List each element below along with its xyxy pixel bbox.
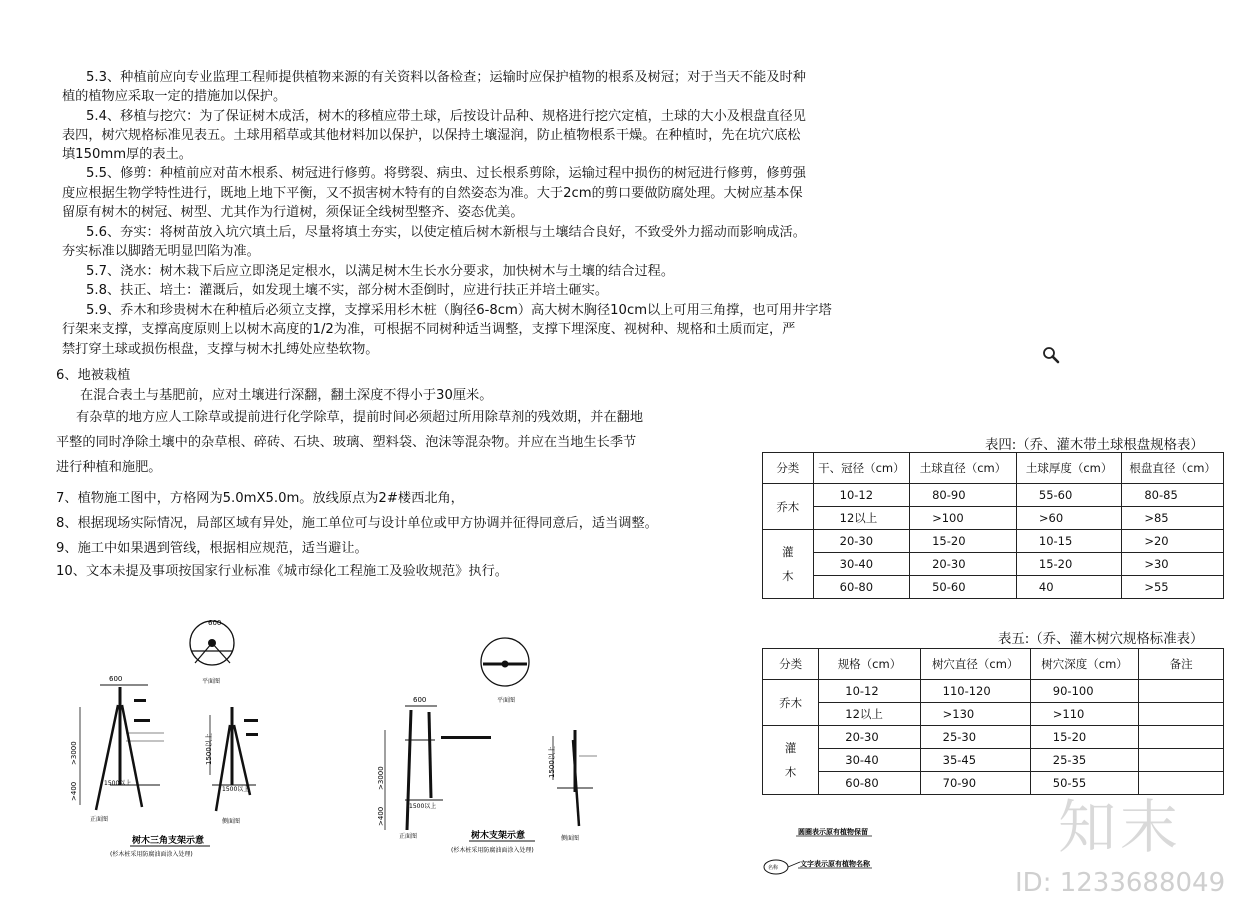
frame-drawing-subtitle: (杉木桩采用防腐油面涂入处理) — [451, 847, 534, 854]
tripod-plan-dim: 600 — [208, 619, 222, 627]
tripod-drawing-title: 树木三角支架示意 — [132, 836, 205, 846]
table-header-row — [763, 453, 1224, 484]
spec-line: 表四，树穴规格标准见表五。土球用稻草或其他材料加以保护，以保持土壤湿润，防止植物根系干燥。在种植时，先在坑穴底松 — [62, 128, 801, 143]
table-header-cell: 根盘直径（cm） — [1122, 453, 1224, 484]
table-cell: 25-30 — [920, 726, 1030, 749]
table-cell: 70-90 — [920, 772, 1030, 795]
watermark-id: ID: 1233688049 — [1015, 868, 1226, 898]
spec-line: 5.5、修剪：种植前应对苗木根系、树冠进行修剪。将劈裂、病虫、过长根系剪除，运输过程中损伤的树冠进行修剪，修剪强 — [86, 166, 806, 181]
table-cell — [1139, 703, 1224, 726]
tripod-plan-view — [190, 619, 234, 685]
table-cell — [1139, 680, 1224, 703]
table-header-row — [763, 649, 1224, 680]
table-cell: >110 — [1030, 703, 1138, 726]
tripod-front-dim-top: 600 — [109, 675, 123, 683]
spec-line: 9、施工中如果遇到管线，根据相应规范，适当避让。 — [56, 541, 368, 556]
table-cell: >85 — [1122, 507, 1224, 530]
legend-line1: 圆圈表示原有植物保留 — [798, 828, 868, 836]
table-cell: 15-20 — [1030, 726, 1138, 749]
tripod-front-dim-height: >3000 — [70, 741, 78, 765]
spec-line: 5.3、种植前应向专业监理工程师提供植物来源的有关资料以备检查；运输时应保护植物的根系及树冠；对于当天不能及时种 — [86, 70, 806, 85]
spec-line: 8、根据现场实际情况，局部区域有异处，施工单位可与设计单位或甲方协调并征得同意后，适当调整。 — [56, 516, 658, 531]
spec-line: 6、地被栽植 — [56, 368, 131, 383]
table-row — [763, 680, 1224, 703]
tripod-front-label: 正面图 — [90, 816, 109, 823]
table-group-label: 灌 木 — [763, 530, 814, 599]
table-row — [763, 530, 1224, 553]
table-cell: >130 — [920, 703, 1030, 726]
table-cell: >100 — [910, 507, 1017, 530]
frame-front-dim-height: >3000 — [377, 766, 385, 790]
spec-line: 夯实标准以脚踏无明显凹陷为准。 — [62, 244, 260, 259]
table-cell: 50-60 — [910, 576, 1017, 599]
spec-line: 植的植物应采取一定的措施加以保护。 — [62, 89, 287, 104]
table-cell: >30 — [1122, 553, 1224, 576]
spec-line: 度应根据生物学特性进行，既地上地下平衡，又不损害树木特有的自然姿态为准。大于2cm的剪口要做防腐处理。大树应基本保 — [62, 186, 803, 201]
spec-line: 5.6、夯实：将树苗放入坑穴填土后，尽量将填土夯实，以使定植后树木新根与土壤结合良好，不致受外力摇动而影响成活。 — [86, 225, 806, 240]
table-header-cell: 树穴深度（cm） — [1030, 649, 1138, 680]
table-cell: 60-80 — [819, 772, 920, 795]
tripod-side-view — [210, 707, 258, 811]
table-header-cell: 规格（cm） — [819, 649, 920, 680]
spec-line: 禁打穿土球或损伤根盘，支撑与树木扎缚处应垫软物。 — [62, 342, 379, 357]
spec-line: 10、文本未提及事项按国家行业标准《城市绿化工程施工及验收规范》执行。 — [56, 564, 508, 579]
tripod-front-dim-depth: >400 — [70, 781, 78, 801]
tripod-front-dim-base: 1500以上 — [104, 780, 132, 787]
table-row — [763, 703, 1224, 726]
legend-circle-label: 名称 — [768, 865, 779, 871]
table-cell: 80-85 — [1122, 484, 1224, 507]
table-header-cell: 树穴直径（cm） — [920, 649, 1030, 680]
frame-side-dim: 1500以上 — [548, 746, 556, 778]
frame-front-dim-depth: >400 — [377, 806, 385, 826]
spec-line: 5.9、乔木和珍贵树木在种植后必须立支撑，支撑采用杉木桩（胸径6-8cm）高大树木胸径10cm以上可用三角撑，也可用井字塔 — [86, 303, 832, 318]
table-header-cell: 土球直径（cm） — [910, 453, 1017, 484]
frame-support-drawing — [365, 630, 605, 865]
table5-tree-pit-spec — [762, 648, 1224, 795]
frame-drawing-title: 树木支架示意 — [471, 831, 526, 841]
spec-line: 填150mm厚的表土。 — [62, 147, 192, 162]
spec-line: 行架来支撑，支撑高度原则上以树木高度的1/2为准，可根据不同树种适当调整，支撑下埋深度、视树种、规格和土质而定，严 — [62, 322, 796, 337]
table-cell: 50-55 — [1030, 772, 1138, 795]
table-cell: 60-80 — [813, 576, 909, 599]
table-cell: 12以上 — [819, 703, 920, 726]
table-cell: 10-12 — [813, 484, 909, 507]
table-cell: 20-30 — [910, 553, 1017, 576]
frame-side-view — [553, 730, 597, 826]
frame-front-view — [385, 706, 491, 830]
table-cell: 30-40 — [819, 749, 920, 772]
table-group-label: 乔木 — [763, 680, 819, 726]
tripod-side-label: 侧面图 — [222, 818, 241, 825]
tripod-front-view — [80, 685, 164, 810]
tripod-side-dim: 1500以上 — [205, 733, 213, 765]
table-header-cell: 土球厚度（cm） — [1016, 453, 1121, 484]
table-cell: >60 — [1016, 507, 1121, 530]
table-cell: 25-35 — [1030, 749, 1138, 772]
table-header-cell: 分类 — [763, 453, 814, 484]
table-group-label: 灌 木 — [763, 726, 819, 795]
frame-front-dim-top: 600 — [413, 696, 427, 704]
frame-front-label: 正面图 — [399, 833, 418, 840]
spec-line: 平整的同时净除土壤中的杂草根、碎砖、石块、玻璃、塑料袋、泡沫等混杂物。并应在当地生长季节 — [56, 435, 637, 450]
spec-line: 留原有树木的树冠、树型、尤其作为行道树，须保证全线树型整齐、姿态优美。 — [62, 205, 524, 220]
spec-line: 5.8、扶正、培土：灌溉后，如发现土壤不实，部分树木歪倒时，应进行扶正并培土砸实。 — [86, 283, 609, 298]
spec-line: 5.7、浇水：树木栽下后应立即浇足定根水，以满足树木生长水分要求，加快树木与土壤的结合过程。 — [86, 264, 675, 279]
table-cell: 10-12 — [819, 680, 920, 703]
table-cell: >20 — [1122, 530, 1224, 553]
table-cell: 90-100 — [1030, 680, 1138, 703]
table5-title: 表五:（乔、灌木树穴规格标准表） — [998, 632, 1204, 647]
tripod-support-drawing — [60, 615, 290, 865]
frame-front-dim-base: 1500以上 — [409, 803, 437, 810]
table-cell: 10-15 — [1016, 530, 1121, 553]
spec-line: 有杂草的地方应人工除草或提前进行化学除草，提前时间必须超过所用除草剂的残效期，并在翻地 — [76, 410, 644, 425]
table-header-cell: 分类 — [763, 649, 819, 680]
table-header-cell: 备注 — [1139, 649, 1224, 680]
table-row — [763, 749, 1224, 772]
table4-title: 表四:（乔、灌木带土球根盘规格表） — [985, 438, 1204, 453]
table-header-cell: 干、冠径（cm） — [813, 453, 909, 484]
zoom-icon[interactable] — [1042, 346, 1060, 364]
tripod-drawing-subtitle: (杉木桩采用防腐油面涂入处理) — [110, 851, 193, 858]
table-row — [763, 553, 1224, 576]
table-row — [763, 507, 1224, 530]
spec-line: 5.4、移植与挖穴：为了保证树木成活，树木的移植应带土球，后按设计品种、规格进行挖穴定植，土球的大小及根盘直径见 — [86, 109, 806, 124]
legend-line2: 文字表示原有植物名称 — [800, 860, 870, 868]
table4-root-ball-spec — [762, 452, 1224, 599]
table-cell: 55-60 — [1016, 484, 1121, 507]
table-cell: 30-40 — [813, 553, 909, 576]
table-cell: 20-30 — [819, 726, 920, 749]
table-cell — [1139, 726, 1224, 749]
table-cell: 80-90 — [910, 484, 1017, 507]
table-row — [763, 726, 1224, 749]
table-cell: 40 — [1016, 576, 1121, 599]
table-cell: 110-120 — [920, 680, 1030, 703]
table-cell: >55 — [1122, 576, 1224, 599]
table-group-label: 乔木 — [763, 484, 814, 530]
table-cell: 12以上 — [813, 507, 909, 530]
table-cell: 35-45 — [920, 749, 1030, 772]
table-cell: 15-20 — [1016, 553, 1121, 576]
table-cell — [1139, 749, 1224, 772]
spec-line: 进行种植和施肥。 — [56, 460, 162, 475]
tripod-plan-label: 平面图 — [202, 678, 221, 685]
legend — [760, 822, 910, 882]
frame-side-label: 侧面图 — [561, 835, 580, 842]
spec-line: 7、植物施工图中，方格网为5.0mX5.0m。放线原点为2#楼西北角， — [56, 491, 464, 506]
table-cell: 15-20 — [910, 530, 1017, 553]
spec-line: 在混合表土与基肥前，应对土壤进行深翻，翻土深度不得小于30厘米。 — [80, 388, 493, 403]
table-cell: 20-30 — [813, 530, 909, 553]
watermark-logo: 知末 — [1058, 793, 1183, 861]
table-row — [763, 484, 1224, 507]
frame-plan-label: 平面图 — [497, 697, 516, 704]
frame-plan-view — [481, 638, 529, 686]
tripod-side-dim-base: 1500以上 — [222, 786, 250, 793]
table-row — [763, 576, 1224, 599]
